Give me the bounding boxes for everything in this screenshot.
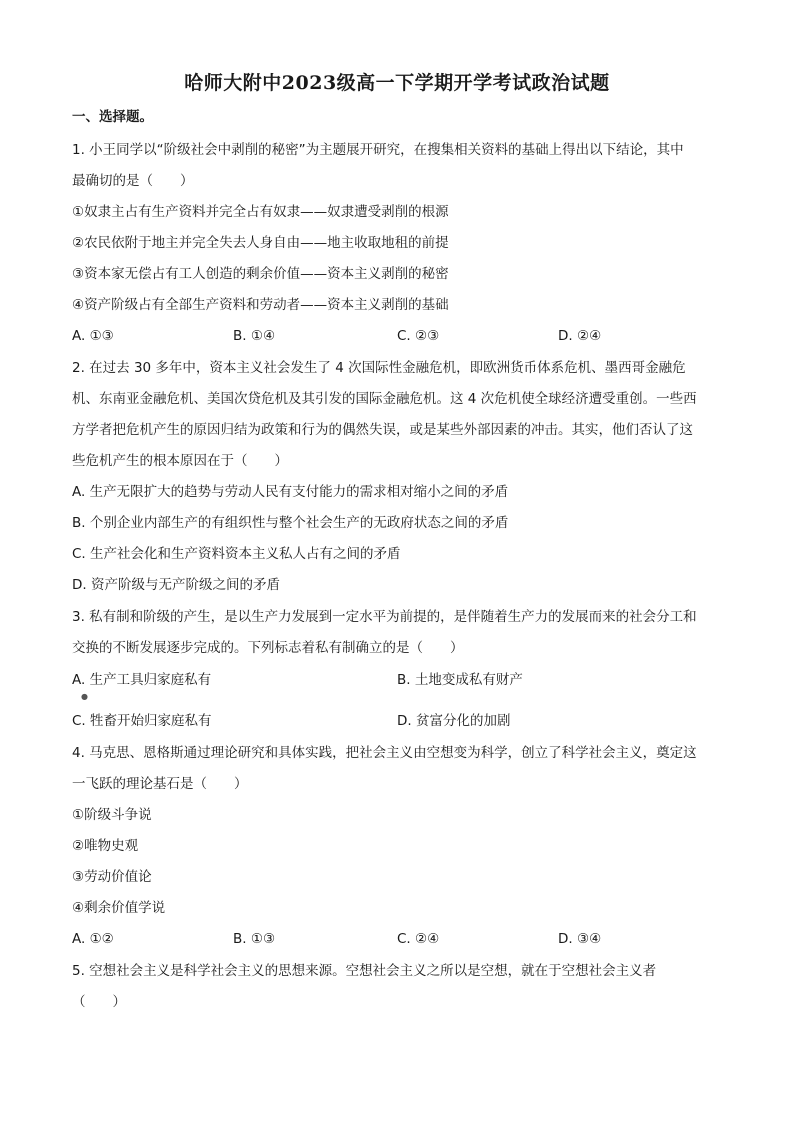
q2-option-c: C. 生产社会化和生产资料资本主义私人占有之间的矛盾 xyxy=(72,546,401,562)
q3-stem-line1: 3. 私有制和阶级的产生，是以生产力发展到一定水平为前提的，是伴随着生产力的发展而来的社会分工和 xyxy=(72,609,697,625)
q1-statement-4: ④资产阶级占有全部生产资料和劳动者——资本主义剥削的基础 xyxy=(72,297,449,313)
q2-option-b: B. 个别企业内部生产的有组织性与整个社会生产的无政府状态之间的矛盾 xyxy=(72,515,509,531)
q3-option-a: A. 生产工具归家庭私有 xyxy=(72,672,212,688)
q1-stem-line1: 1. 小王同学以“阶级社会中剥削的秘密”为主题展开研究，在搜集相关资料的基础上得出以下结论，其中 xyxy=(72,142,684,158)
q4-statement-1: ①阶级斗争说 xyxy=(72,807,152,823)
q3-option-c: C. 牲畜开始归家庭私有 xyxy=(72,713,212,729)
q1-statement-1: ①奴隶主占有生产资料并完全占有奴隶——奴隶遭受剥削的根源 xyxy=(72,204,449,220)
exam-title: 哈师大附中2023级高一下学期开学考试政治试题 xyxy=(184,72,610,94)
q2-stem-line2: 机、东南亚金融危机、美国次贷危机及其引发的国际金融危机。这 4 次危机使全球经济遭受重创。一些西 xyxy=(72,391,697,407)
q1-option-a: A. ①③ xyxy=(72,328,114,344)
q4-statement-4: ④剩余价值学说 xyxy=(72,900,166,916)
q4-option-c: C. ②④ xyxy=(397,931,440,947)
q1-stem-line2: 最确切的是（ ） xyxy=(72,173,194,189)
q1-statement-3: ③资本家无偿占有工人创造的剩余价值——资本主义剥削的秘密 xyxy=(72,266,449,282)
q1-option-b: B. ①④ xyxy=(233,328,276,344)
q4-statement-3: ③劳动价值论 xyxy=(72,869,152,885)
q5-stem-line1: 5. 空想社会主义是科学社会主义的思想来源。空想社会主义之所以是空想，就在于空想社会主义者 xyxy=(72,963,657,979)
q3-option-d: D. 贫富分化的加剧 xyxy=(397,713,511,729)
q1-statement-2: ②农民依附于地主并完全失去人身自由——地主收取地租的前提 xyxy=(72,235,449,251)
q2-option-d: D. 资产阶级与无产阶级之间的矛盾 xyxy=(72,577,280,593)
stray-dot-mark: ● xyxy=(81,692,88,701)
q1-option-c: C. ②③ xyxy=(397,328,440,344)
section-heading: 一、选择题。 xyxy=(72,109,153,125)
q4-option-a: A. ①② xyxy=(72,931,114,947)
q4-option-b: B. ①③ xyxy=(233,931,276,947)
q4-stem-line1: 4. 马克思、恩格斯通过理论研究和具体实践，把社会主义由空想变为科学，创立了科学社会主义，奠定这 xyxy=(72,745,697,761)
q4-stem-line2: 一飞跃的理论基石是（ ） xyxy=(72,776,248,792)
q4-option-d: D. ③④ xyxy=(558,931,602,947)
q3-stem-line2: 交换的不断发展逐步完成的。下列标志着私有制确立的是（ ） xyxy=(72,640,464,656)
q1-option-d: D. ②④ xyxy=(558,328,602,344)
q2-stem-line3: 方学者把危机产生的原因归结为政策和行为的偶然失误，或是某些外部因素的冲击。其实，他们否认了这 xyxy=(72,422,693,438)
q2-stem-line4: 些危机产生的根本原因在于（ ） xyxy=(72,453,288,469)
q2-option-a: A. 生产无限扩大的趋势与劳动人民有支付能力的需求相对缩小之间的矛盾 xyxy=(72,484,509,500)
q5-stem-line2: （ ） xyxy=(72,994,126,1010)
q2-stem-line1: 2. 在过去 30 多年中，资本主义社会发生了 4 次国际性金融危机，即欧洲货币体系危机、墨西哥金融危 xyxy=(72,360,686,376)
q4-statement-2: ②唯物史观 xyxy=(72,838,139,854)
q3-option-b: B. 土地变成私有财产 xyxy=(397,672,523,688)
